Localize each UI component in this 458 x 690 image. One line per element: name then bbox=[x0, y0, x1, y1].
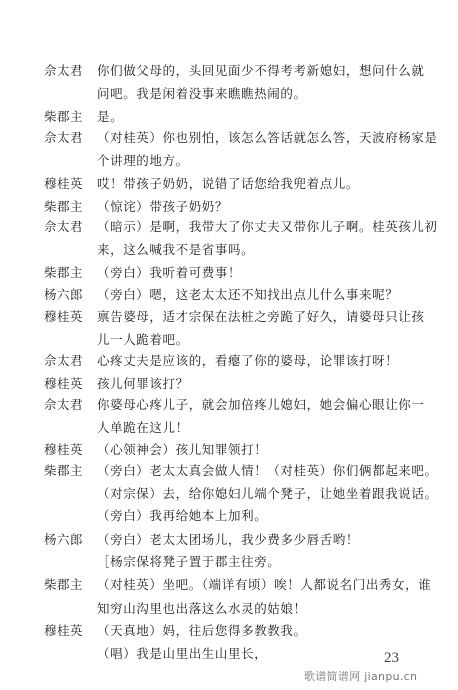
dialogue-text: （惊诧）带孩子奶奶？ bbox=[97, 199, 229, 214]
dialogue-text: ［杨宗保将凳子置于郡主往旁。 bbox=[97, 554, 281, 569]
speaker-name: 柴郡主 bbox=[44, 109, 84, 124]
dialogue-text: （天真地）妈，往后您得多教教我。 bbox=[97, 623, 307, 638]
dialogue-line bbox=[0, 241, 458, 259]
dialogue-line bbox=[0, 308, 458, 326]
dialogue-text: （旁白）老太太真会做人情！（对桂英）你们俩都起来吧。 bbox=[97, 463, 438, 478]
dialogue-line bbox=[0, 419, 458, 437]
speaker-name: 穆桂英 bbox=[44, 623, 84, 638]
dialogue-text: （对桂英）你也别怕，该怎么答话就怎么答，天波府杨家是 bbox=[97, 130, 438, 145]
dialogue-line bbox=[0, 576, 458, 594]
dialogue-text: （旁白）老太太团场儿，我少费多少唇舌哟！ bbox=[97, 532, 360, 547]
dialogue-line bbox=[0, 531, 458, 549]
dialogue-line bbox=[0, 462, 458, 480]
dialogue-text: 问吧。我是闲着没事来瞧瞧热闹的。 bbox=[97, 86, 307, 101]
dialogue-text: （暗示）是啊，我带大了你丈夫又带你儿子啊。桂英孩儿初 bbox=[97, 219, 438, 234]
speaker-name: 柴郡主 bbox=[44, 199, 84, 214]
speaker-name: 杨六郎 bbox=[44, 532, 84, 547]
speaker-name: 佘太君 bbox=[44, 63, 84, 78]
dialogue-text: 禀告婆母，适才宗保在法桩之旁跪了好久，请婆母只让孩 bbox=[97, 309, 425, 324]
speaker-name: 柴郡主 bbox=[44, 265, 84, 280]
dialogue-text: 你婆母心疼儿子，就会加倍疼儿媳妇，她会偏心眼让你一 bbox=[97, 397, 425, 412]
speaker-name: 穆桂英 bbox=[44, 309, 84, 324]
dialogue-line bbox=[0, 600, 458, 618]
dialogue-line bbox=[0, 485, 458, 503]
dialogue-line bbox=[0, 286, 458, 304]
dialogue-line bbox=[0, 264, 458, 282]
dialogue-line bbox=[0, 152, 458, 170]
dialogue-text: 孩儿何罪该打？ bbox=[97, 376, 189, 391]
dialogue-line bbox=[0, 129, 458, 147]
speaker-name: 佘太君 bbox=[44, 130, 84, 145]
dialogue-text: 你们做父母的，头回见面少不得考考新媳妇，想问什么就 bbox=[97, 63, 425, 78]
dialogue-line bbox=[0, 396, 458, 414]
dialogue-text: （对桂英）坐吧。（端详有顷）唉！人都说名门出秀女，谁 bbox=[97, 577, 432, 592]
dialogue-line bbox=[0, 352, 458, 370]
dialogue-line bbox=[0, 85, 458, 103]
dialogue-line bbox=[0, 441, 458, 459]
page-number: 23 bbox=[384, 650, 399, 666]
dialogue-text: 个讲理的地方。 bbox=[97, 153, 189, 168]
dialogue-text: （旁白）嗯，这老太太还不知找出点儿什么事来呢？ bbox=[97, 287, 399, 302]
speaker-name: 佘太君 bbox=[44, 397, 84, 412]
dialogue-text: 知穷山沟里也出落这么水灵的姑娘！ bbox=[97, 601, 307, 616]
dialogue-line bbox=[0, 218, 458, 236]
speaker-name: 柴郡主 bbox=[44, 463, 84, 478]
dialogue-text: 来，这么喊我不是省事吗。 bbox=[97, 242, 255, 257]
dialogue-text: （心领神会）孩儿知罪领打！ bbox=[97, 442, 268, 457]
dialogue-text: 儿一人跪着吧。 bbox=[97, 332, 189, 347]
dialogue-text: 人单跪在这儿！ bbox=[97, 420, 189, 435]
speaker-name: 柴郡主 bbox=[44, 577, 84, 592]
dialogue-line bbox=[0, 375, 458, 393]
speaker-name: 佘太君 bbox=[44, 353, 84, 368]
dialogue-line bbox=[0, 108, 458, 126]
dialogue-text: （对宗保）去，给你媳妇儿端个凳子，让她坐着跟我说话。 bbox=[97, 486, 438, 501]
site-watermark: 歌谱简谱网 jianpu.cn bbox=[304, 670, 418, 683]
speaker-name: 杨六郎 bbox=[44, 287, 84, 302]
speaker-name: 佘太君 bbox=[44, 219, 84, 234]
dialogue-line bbox=[0, 175, 458, 193]
dialogue-text: （旁白）我听着可费事！ bbox=[97, 265, 242, 280]
dialogue-line bbox=[0, 622, 458, 640]
dialogue-line bbox=[0, 62, 458, 80]
dialogue-line bbox=[0, 507, 458, 525]
speaker-name: 穆桂英 bbox=[44, 376, 84, 391]
dialogue-line bbox=[0, 198, 458, 216]
dialogue-line bbox=[0, 553, 458, 571]
dialogue-text: 是。 bbox=[97, 109, 124, 124]
dialogue-text: （唱）我是山里出生山里长， bbox=[97, 646, 268, 661]
speaker-name: 穆桂英 bbox=[44, 442, 84, 457]
dialogue-line bbox=[0, 331, 458, 349]
speaker-name: 穆桂英 bbox=[44, 176, 84, 191]
dialogue-text: 心疼丈夫是应该的，看瘪了你的婆母，论罪该打呀！ bbox=[97, 353, 399, 368]
dialogue-text: （旁白）我再给她本上加利。 bbox=[97, 508, 268, 523]
dialogue-text: 哎！带孩子奶奶，说错了话您给我兜着点儿。 bbox=[97, 176, 360, 191]
